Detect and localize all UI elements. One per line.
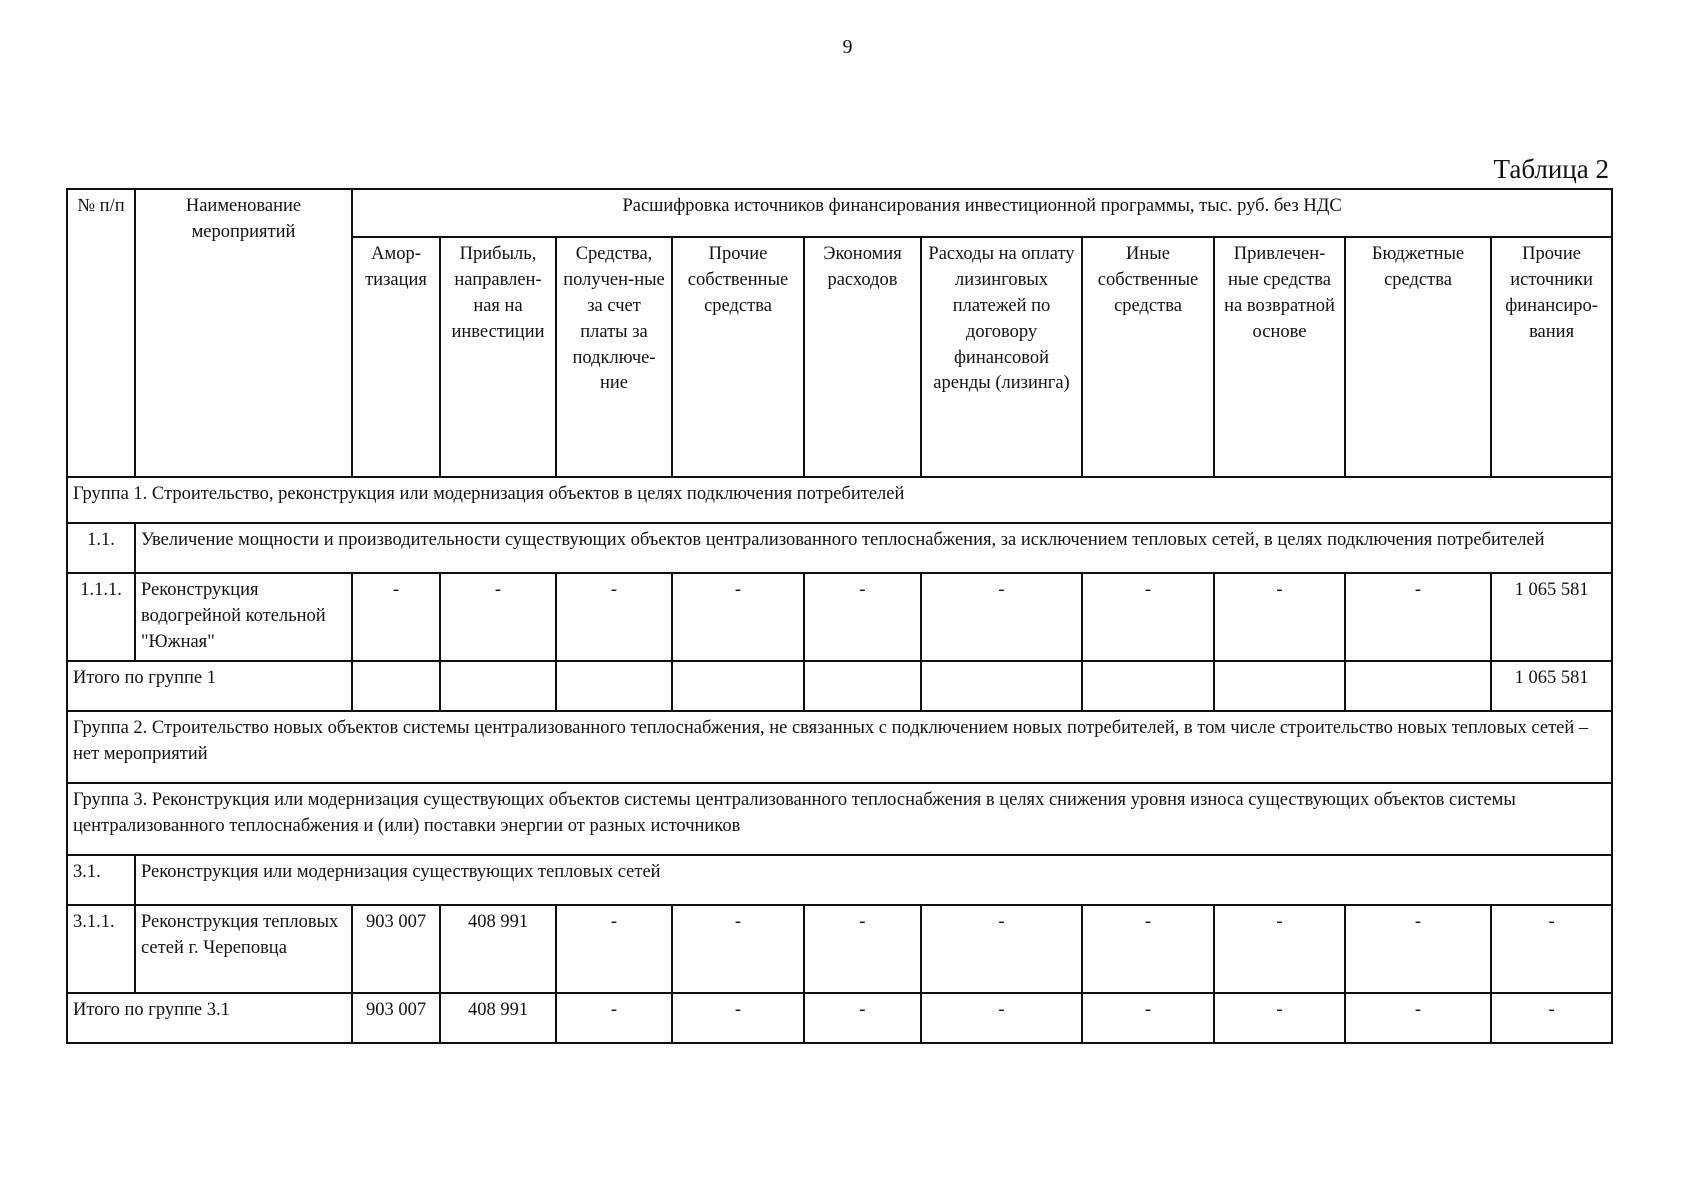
cell-value	[440, 661, 556, 711]
total-label: Итого по группе 3.1	[67, 993, 352, 1043]
cell-value: -	[1345, 905, 1491, 993]
cell-value: 1 065 581	[1491, 573, 1612, 661]
cell-value: 1 065 581	[1491, 661, 1612, 711]
cell-value	[556, 661, 672, 711]
header-source-col: Прочие источники финансиро-вания	[1491, 237, 1612, 477]
cell-value: -	[672, 573, 804, 661]
row-number: 1.1.	[67, 523, 135, 573]
cell-value: -	[1345, 993, 1491, 1043]
header-num: № п/п	[67, 189, 135, 477]
cell-value: -	[804, 993, 921, 1043]
cell-value	[921, 661, 1082, 711]
cell-value: -	[440, 573, 556, 661]
page-number: 9	[842, 36, 853, 58]
cell-value: 903 007	[352, 905, 440, 993]
group-title: Группа 3. Реконструкция или модернизация существующих объектов системы централизованного теплоснабжения в целях снижения уровня износа существующих объектов системы централизованного теплоснабжения и (или) поставки энергии от разных источников	[67, 783, 1612, 855]
cell-value	[1214, 661, 1345, 711]
table-caption: Таблица 2	[1493, 154, 1609, 184]
cell-value: 408 991	[440, 993, 556, 1043]
total-row	[67, 993, 1612, 1043]
cell-value: -	[921, 905, 1082, 993]
cell-value: 903 007	[352, 993, 440, 1043]
row-number: 3.1.	[67, 855, 135, 905]
cell-value	[1082, 661, 1214, 711]
cell-value: -	[1214, 573, 1345, 661]
header-source-col: Амор-тизация	[352, 237, 440, 477]
subgroup-row	[67, 855, 1612, 905]
header-source-col: Прочие собственные средства	[672, 237, 804, 477]
header-source-col: Расходы на оплату лизинговых платежей по договору финансовой аренды (лизинга)	[921, 237, 1082, 477]
table-row	[67, 905, 1612, 993]
cell-value: -	[921, 993, 1082, 1043]
header-source-col: Экономия расходов	[804, 237, 921, 477]
financing-table	[66, 188, 1613, 1044]
cell-value: -	[556, 905, 672, 993]
cell-value	[804, 661, 921, 711]
cell-value: -	[804, 905, 921, 993]
subgroup-title: Увеличение мощности и производительности существующих объектов централизованного теплоснабжения, за исключением тепловых сетей, в целях подключения потребителей	[135, 523, 1612, 573]
cell-value: -	[556, 993, 672, 1043]
subgroup-row	[67, 523, 1612, 573]
cell-value: -	[556, 573, 672, 661]
row-number: 1.1.1.	[67, 573, 135, 661]
cell-value: -	[1082, 905, 1214, 993]
header-source-col: Привлечен-ные средства на возвратной основе	[1214, 237, 1345, 477]
row-name: Реконструкция тепловых сетей г. Череповца	[135, 905, 352, 993]
header-source-col: Иные собственные средства	[1082, 237, 1214, 477]
cell-value	[1345, 661, 1491, 711]
group-row	[67, 477, 1612, 523]
cell-value: -	[1214, 905, 1345, 993]
cell-value	[352, 661, 440, 711]
header-source-col: Бюджетные средства	[1345, 237, 1491, 477]
row-name: Реконструкция водогрейной котельной "Южная"	[135, 573, 352, 661]
header-name: Наименование мероприятий	[135, 189, 352, 477]
header-sources: Расшифровка источников финансирования инвестиционной программы, тыс. руб. без НДС	[352, 189, 1612, 237]
row-number: 3.1.1.	[67, 905, 135, 993]
group-title: Группа 1. Строительство, реконструкция или модернизация объектов в целях подключения потребителей	[67, 477, 1612, 523]
subgroup-title: Реконструкция или модернизация существующих тепловых сетей	[135, 855, 1612, 905]
cell-value: -	[1082, 573, 1214, 661]
total-label: Итого по группе 1	[67, 661, 352, 711]
table-row	[67, 573, 1612, 661]
cell-value: -	[1214, 993, 1345, 1043]
header-source-col: Прибыль, направлен-ная на инвестиции	[440, 237, 556, 477]
header-row-main	[67, 189, 1612, 237]
cell-value: -	[352, 573, 440, 661]
cell-value: -	[1491, 905, 1612, 993]
group-row	[67, 711, 1612, 783]
total-row	[67, 661, 1612, 711]
cell-value: -	[804, 573, 921, 661]
header-source-col: Средства, получен-ные за счет платы за подключе-ние	[556, 237, 672, 477]
cell-value: -	[672, 993, 804, 1043]
cell-value: 408 991	[440, 905, 556, 993]
cell-value: -	[1345, 573, 1491, 661]
cell-value	[672, 661, 804, 711]
group-title: Группа 2. Строительство новых объектов системы централизованного теплоснабжения, не связанных с подключением новых потребителей, в том числе строительство новых тепловых сетей – нет мероприятий	[67, 711, 1612, 783]
cell-value: -	[1491, 993, 1612, 1043]
cell-value: -	[672, 905, 804, 993]
cell-value: -	[1082, 993, 1214, 1043]
cell-value: -	[921, 573, 1082, 661]
group-row	[67, 783, 1612, 855]
